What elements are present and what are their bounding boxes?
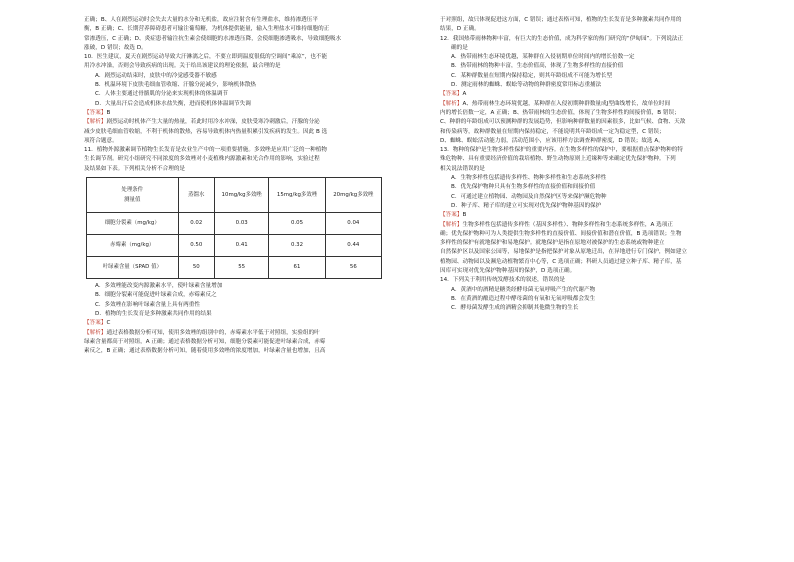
question-12-stem: 12．我国热带雨林物种丰富，有巨大的生态价值，成为科学家的热门研究的“伊甸园”。下列说法正 — [440, 35, 684, 42]
experiment-table — [86, 177, 382, 279]
question-11-stem: 生长调节剂。研究小组研究不同浓度的多效唑对小麦植株内源激素和光合作用的影响，实验过程 — [84, 156, 320, 163]
question-13-answer — [440, 211, 738, 220]
question-14-option-c: C．酵母菌发酵生成的酒精会抑制其他微生物的生长 — [451, 305, 579, 312]
table-header: 20mg/kg多效唑 — [325, 178, 381, 213]
explanation-text: 确；优先保护物种可为人类提供生物多样性的直接价值、间接价值和潜在价值，B 选项错误；生物 — [440, 230, 682, 237]
question-10-option-a: A．剧烈运动结束时，皮肤中的冷觉感受器不敏感 — [95, 72, 217, 79]
table-cell: 56 — [325, 257, 381, 279]
explanation-text: 项符合题意。 — [84, 137, 118, 144]
explanation-tag: 【解析】 — [84, 119, 107, 126]
question-12-option-d: D．测定雨林的蜘蛛、蜈蚣等动物的种群密度常用标志重捕法 — [451, 82, 602, 89]
question-14-option-b: B．在黄酒的酿造过程中酵母菌的有氧和无氧呼吸都会发生 — [451, 295, 596, 302]
question-12-explanation — [440, 100, 738, 109]
explanation-text: 素反之，B 正确；通过表格数据分析可知，随着使用多效唑的浓度增加，叶绿素含量也增加，且高 — [84, 348, 326, 355]
question-13-option-b: B．优先保护物种只具有生物多样性的直接价值和间接价值 — [451, 184, 596, 191]
explanation-tag: 【解析】 — [440, 221, 463, 228]
right-column — [440, 16, 738, 314]
answer-tag: 【答案】 — [440, 212, 463, 219]
explanation-text: 绿素含量都高于对照组，A 正确；通过表格数据分析可知，细胞分裂素可能促进叶绿素合成，赤霉 — [84, 338, 326, 345]
answer-value: A — [462, 91, 467, 98]
question-13-explanation — [440, 221, 738, 230]
table-cell: 0.50 — [178, 235, 215, 257]
table-row — [87, 213, 382, 235]
explanation-text: 多样性的保护有就地保护和易地保护。就地保护是指在原地对被保护的生态系统或物种建立 — [440, 240, 665, 247]
table-cell: 0.04 — [325, 213, 381, 235]
answer-tag: 【答案】 — [84, 320, 107, 327]
question-11-stem: 11．植物外源激素调节植物生长发育是农业生产中的一项重要措施。多效唑是应用广泛的一种植物 — [84, 147, 327, 154]
question-13-stem: 13．物种的保护是生物多样性保护的重要内容。在生物多样性的保护中，要根据重点保护物种的特 — [440, 147, 683, 154]
explanation-text: 植物园、动物园以及濒危动植物繁育中心等，C 选项正确；科研人员通过建立种子库、精子库，基 — [440, 258, 682, 265]
text-line: 于对照组，故只体现促进这方面，C 错误；通过表格可知，植物的生长发育是多种激素共同作用的 — [440, 17, 682, 23]
text-line: 衡，B 正确；C、长期营养障碍患者可输注葡萄糖，为机体提供能量，输入生理盐水可维持细胞的正 — [84, 26, 330, 33]
explanation-text: 剧烈运动时机体产生大量的热量，若此时用冷水冲澡，皮肤受寒冷刺激后，汗腺的分泌 — [106, 119, 320, 126]
text-line: 常渗透压，C 正确；D、炎症患者输注抗生素会使细胞的水渗透压降，会使细胞渗透吸水，导致细胞吸水 — [84, 35, 342, 42]
explanation-text: 自然保护区以及国家公园等，易地保护是指把保护对象从原地迁出，在异地进行专门保护，例如建立 — [440, 249, 688, 256]
table-cell: 0.05 — [269, 213, 325, 235]
question-11-option-c: C．多效唑在影响叶绿素含量上具有两重性 — [95, 301, 200, 308]
row-label: 叶绿素含量（SPAD 值） — [87, 257, 179, 279]
question-12-option-b: B．热带雨林的物种丰富，生态价值高，体现了生物多样性的直接价值 — [451, 63, 624, 70]
answer-tag: 【答案】 — [440, 91, 463, 98]
left-column — [84, 16, 382, 356]
answer-value: B — [106, 109, 111, 116]
explanation-text: 和传染病等，故种群数量在短期内保持稳定，不能说明其年龄组成一定为稳定型，C 错误； — [440, 128, 665, 135]
explanation-text: 减少皮肤毛细血管收缩，不利于机体的散热，容易导致机体内热量积累引发疾病的发生。因此 B 选 — [84, 128, 328, 135]
question-10-stem: 10．医生建议，夏天在剧烈运动导致大汗淋漓之后，不要立即到温度很低的空调间“乘凉”，也不能 — [84, 54, 328, 61]
table-cell: 0.02 — [178, 213, 215, 235]
question-12-option-c: C．某种群数量在短期内保持稳定，则其年龄组成不可能为增长型 — [451, 72, 613, 79]
explanation-tag: 【解析】 — [84, 329, 107, 336]
text-line: 正确；B、人在剧烈运动时会失去大量的水分和无机盐，故应注射含有生理盐水，维持渗透压平 — [84, 17, 319, 23]
table-header: 蒸馏水 — [178, 178, 215, 213]
table-cell: 0.44 — [325, 235, 381, 257]
explanation-text: C、种群的年龄组成可以预测种群的发展趋势，但影响种群数量的因素很多，比如气候、食物、天敌 — [440, 119, 686, 126]
explanation-text: D、蜘蛛、蜈蚣活动能力弱，活动范围小，应该用样方法调查种群密度，D 错误；故选 A。 — [440, 137, 664, 144]
question-10-option-b: B．机温环境下皮肤毛细血管收缩、汗腺分泌减少，影响机体散热 — [95, 82, 257, 89]
question-10-answer — [84, 109, 382, 118]
header-measure: 测量值 — [124, 197, 141, 204]
table-cell: 55 — [215, 257, 269, 279]
question-11-option-a: A．多效唑能改变内源激素水平，使叶绿素含量增加 — [95, 283, 223, 290]
answer-tag: 【答案】 — [84, 109, 107, 116]
table-cell: 0.03 — [215, 213, 269, 235]
question-14-option-a: A．黄酒中的酒精是糖类经酵母菌无氧呼吸产生的代谢产物 — [451, 286, 596, 293]
question-12-answer — [440, 90, 738, 99]
table-cell: 0.41 — [215, 235, 269, 257]
answer-value: C — [106, 320, 111, 327]
question-10-option-c: C．人体主要通过骨骼肌的分泌来实现机体的体温调节 — [95, 91, 229, 98]
question-12-option-a: A．热带雨林生态环境优越，某种群在入侵初期单位时间内的增长倍数一定 — [451, 54, 635, 61]
explanation-text: 因库可实现对优先保护物种基因的保护，D 选项正确。 — [440, 268, 576, 275]
text-line: 结果，D 正确。 — [440, 26, 480, 33]
question-11-explanation — [84, 329, 382, 338]
question-13-option-c: C．可通过建立植物园、动物园及自然保护区等来保护濒危物种 — [451, 193, 607, 200]
row-label: 细胞分裂素（mg/kg） — [87, 213, 179, 235]
table-header: 10mg/kg多效唑 — [215, 178, 269, 213]
question-14-stem: 14．下列关于利用传统发酵技术的叙述，错误的是 — [440, 277, 566, 284]
explanation-text: 内的增长倍数一定，A 正确；B、热带雨林的生态价值，体现了生物多样性的间接价值，B 错误； — [440, 109, 680, 116]
table-cell: 61 — [269, 257, 325, 279]
question-13-stem: 殊危物种、具有重要经济价值的栽培植物、野生动物原则上近缘种等来确定优先保护物种。下列 — [440, 156, 676, 163]
question-10-explanation — [84, 118, 382, 127]
question-11-answer — [84, 319, 382, 328]
question-13-option-a: A．生物多样性包括遗传多样性、物种多样性和生态系统多样性 — [451, 175, 607, 182]
table-corner-header — [87, 178, 179, 213]
table-cell: 0.32 — [269, 235, 325, 257]
text-line: 涨破，D 错误；故选 D。 — [84, 44, 147, 51]
question-10-option-d: D．大量出汗后会造成机体水盐失衡，进而使机体体温调节失调 — [95, 100, 251, 107]
table-row — [87, 235, 382, 257]
question-11-option-b: B．细胞分裂素可能促进叶绿素合成，赤霉素反之 — [95, 292, 217, 299]
question-11-stem: 及结果如下表。下列相关分析不合理的是 — [84, 165, 186, 172]
explanation-text: 生物多样性包括遗传多样性（基因多样性）、物种多样性和生态系统多样性，A 选项正 — [462, 221, 674, 228]
answer-value: B — [462, 212, 467, 219]
question-10-stem: 用冷水冲澡，否则会导致疾病的出现。关于给出该建议的理论依据，最合理的是 — [84, 63, 281, 70]
question-13-stem: 相关说法错误的是 — [440, 165, 485, 172]
row-label: 赤霉素（mg/kg） — [87, 235, 179, 257]
header-condition: 处理条件 — [121, 187, 144, 194]
question-11-option-d: D．植物的生长发育是多种激素共同作用的结果 — [95, 310, 212, 317]
table-header: 15mg/kg多效唑 — [269, 178, 325, 213]
question-13-option-d: D．种子库、精子库的建立可实现对优先保护物种基因的保护 — [451, 202, 602, 209]
table-row — [87, 257, 382, 279]
question-12-stem: 确的是 — [451, 44, 468, 51]
explanation-text: 通过表格数据分析可知，使用多效唑的组别中的，赤霉素水平低于对照组，实验组的叶 — [106, 329, 320, 336]
explanation-tag: 【解析】 — [440, 100, 463, 107]
explanation-text: A、热带雨林生态环境优越，某种群在入侵初期种群数量成J型曲线增长，故单位时间 — [462, 100, 671, 107]
table-cell: 50 — [178, 257, 215, 279]
